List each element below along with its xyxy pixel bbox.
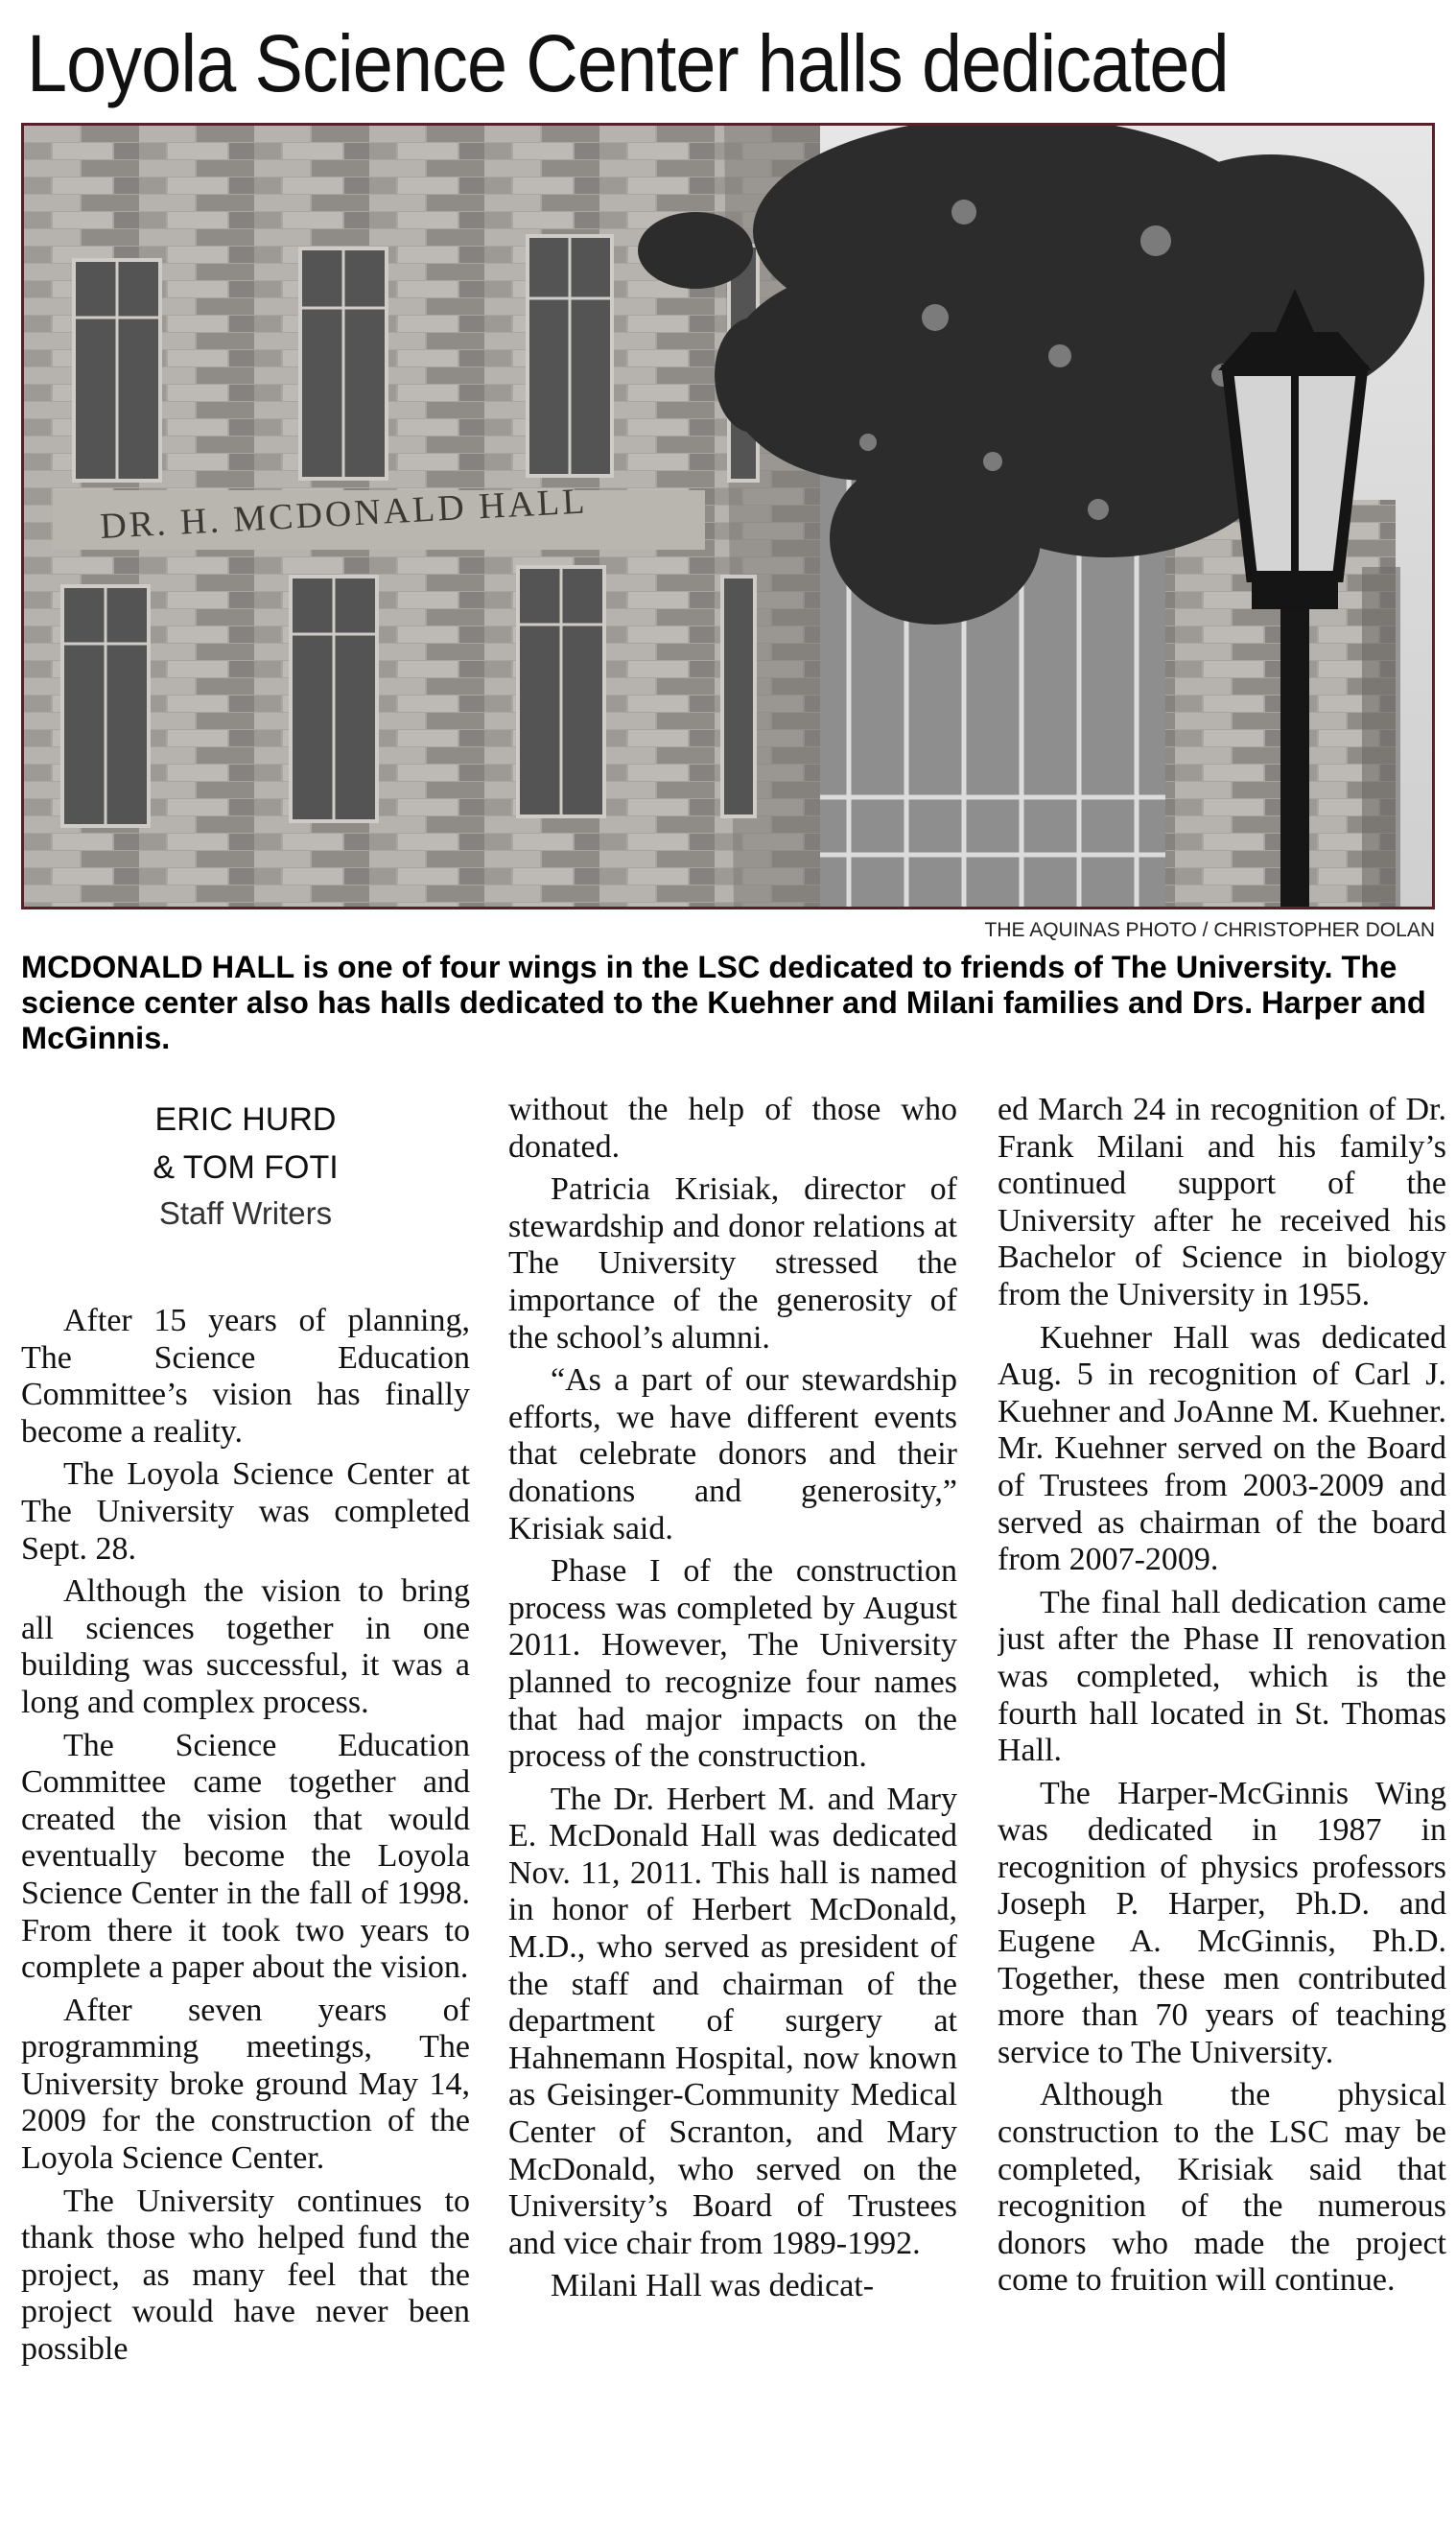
photo-caption: MCDONALD HALL is one of four wings in the LSC dedicated to friends of The University. The science center also has halls dedicated to the Kuehner and Milani families and Drs. Harper and McGinnis. [21, 950, 1426, 1055]
author-role: Staff Writers [158, 1195, 333, 1231]
article-column-3 [998, 1092, 1446, 2521]
article-paragraph: without the help of those who donated. [508, 1092, 957, 1165]
author-name: ERIC HURD [154, 1101, 337, 1138]
mcdonald-hall-photo [21, 123, 1435, 909]
headline: Loyola Science Center halls dedicated [27, 18, 1229, 108]
building-illustration [24, 126, 1432, 907]
article-column-1 [21, 1092, 470, 2521]
article-paragraph: The Dr. Herbert M. and Mary E. McDonald Hall was dedicated Nov. 11, 2011. This hall is named in honor of Herbert McDonald, M.D., who served as president of the staff and chairman of the department of surgery at Hahnemann Hospital, now known as Geisinger-Community Medical Center of Scranton, and Mary McDonald, who served on the University’s Board of Trustees and vice chair from 1989-1992. [508, 1781, 957, 2261]
byline [21, 1096, 470, 1236]
article-paragraph: Patricia Krisiak, director of stewardship and donor relations at The University stressed the importance of the generosity of the school’s alumni. [508, 1171, 957, 1356]
article-column-2 [508, 1092, 957, 2521]
building-inscription: DR. H. MCDONALD HALL [99, 481, 589, 547]
article-paragraph: The final hall dedication came just after the Phase II renovation was completed, which is the fourth hall located in St. Thomas Hall. [998, 1584, 1446, 1769]
article-paragraph: The Harper-McGinnis Wing was dedicated in 1987 in recognition of physics professors Joseph P. Harper, Ph.D. and Eugene A. McGinnis, Ph.D. Together, these men contributed more than 70 years of teaching service to The University. [998, 1775, 1446, 2070]
photo-credit: THE AQUINAS PHOTO / CHRISTOPHER DOLAN [984, 919, 1435, 941]
author-name: & TOM FOTI [153, 1149, 339, 1186]
article-paragraph: The Loyola Science Center at The University was completed Sept. 28. [21, 1456, 470, 1567]
article-paragraph: Although the vision to bring all sciences together in one building was successful, it was a long and complex process. [21, 1573, 470, 1720]
article-paragraph: Although the physical construction to the LSC may be completed, Krisiak said that recognition of the numerous donors who made the project come to fruition will continue. [998, 2077, 1446, 2299]
article-paragraph: Phase I of the construction process was completed by August 2011. However, The University planned to recognize four names that had major impacts on the process of the construction. [508, 1553, 957, 1775]
article-paragraph: ed March 24 in recognition of Dr. Frank Milani and his family’s continued support of the University after he received his Bachelor of Science in biology from the University in 1955. [998, 1092, 1446, 1312]
article-paragraph: After 15 years of planning, The Science Education Committee’s vision has finally become a reality. [21, 1303, 470, 1450]
article-paragraph: Milani Hall was dedicat- [551, 2268, 875, 2304]
article-paragraph: The University continues to thank those who helped fund the project, as many feel that the project would have never been possible [21, 2183, 470, 2368]
article-paragraph: Kuehner Hall was dedicated Aug. 5 in recognition of Carl J. Kuehner and JoAnne M. Kuehner. Mr. Kuehner served on the Board of Trustees from 2003-2009 and served as chairman of the board from 2007-2009. [998, 1319, 1446, 1578]
article-paragraph: The Science Education Committee came together and created the vision that would eventually become the Loyola Science Center in the fall of 1998. From there it took two years to complete a paper about the vision. [21, 1727, 470, 1986]
article-paragraph: After seven years of programming meetings, The University broke ground May 14, 2009 for the construction of the Loyola Science Center. [21, 1992, 470, 2177]
article-paragraph: “As a part of our stewardship efforts, we have different events that celebrate donors and their donations and generosity,” Krisiak said. [508, 1362, 957, 1546]
